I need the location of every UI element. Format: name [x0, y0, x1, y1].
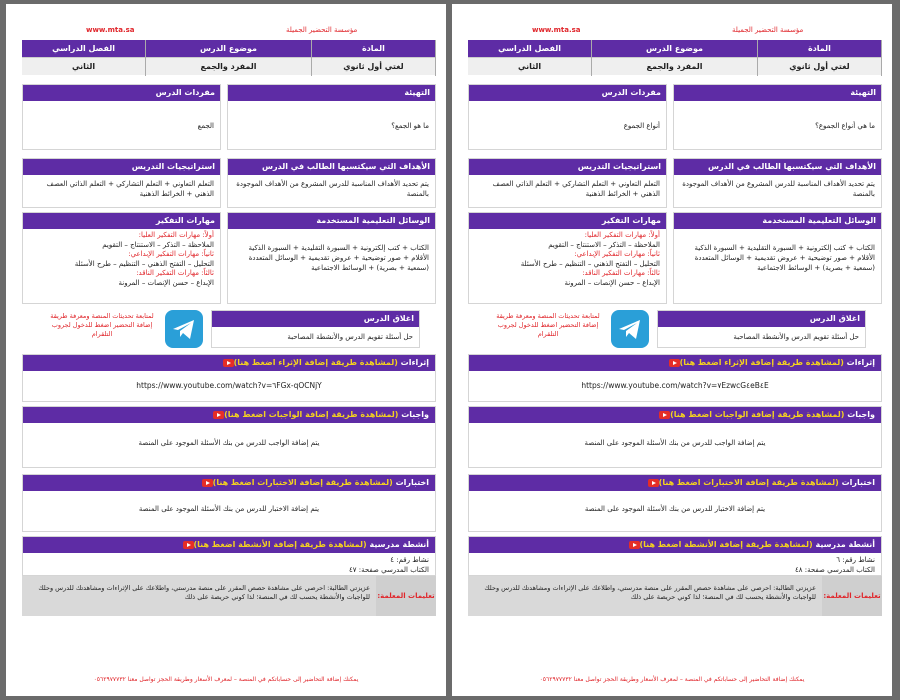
vocab-text: الجمع	[197, 122, 214, 130]
plan-page-left	[6, 4, 446, 696]
close-text: حل أسئلة تقويم الدرس والأنشطة المصاحبة	[287, 333, 413, 341]
thinking-head-2: ثانياً: مهارات التفكير الإبداعي:	[128, 250, 214, 258]
goals-title: الأهداف التي سيكتسبها الطالب في الدرس	[228, 159, 435, 175]
youtube-icon[interactable]	[669, 359, 680, 367]
book-label: الكتاب المدرسي صفحة:	[358, 566, 429, 574]
book-label: الكتاب المدرسي صفحة:	[804, 566, 875, 574]
intro-box	[673, 84, 882, 150]
org-name: مؤسسة التحضير الجميلة	[732, 26, 804, 34]
homework-title: واجبات	[401, 410, 429, 419]
tests-header[interactable]	[23, 475, 435, 491]
close-title: اغلاق الدرس	[212, 311, 419, 327]
header-table	[22, 40, 436, 76]
subject-header: المادة	[312, 40, 435, 57]
notes-label: تعليمات المعلمة:	[822, 576, 882, 616]
enrich-link[interactable]: (لمشاهدة طريقة إضافة الإثراء اضغط هنا)	[679, 358, 844, 367]
thinking-head-1: أولاً: مهارات التفكير العليا:	[138, 231, 214, 239]
strategies-title: استراتيجيات التدريس	[23, 159, 220, 175]
tests-section	[22, 474, 436, 532]
vocab-box	[22, 84, 221, 150]
top-line	[452, 26, 892, 38]
close-text: حل أسئلة تقويم الدرس والأنشطة المصاحبة	[733, 333, 859, 341]
telegram-icon[interactable]	[165, 310, 203, 348]
site-url[interactable]: www.mta.sa	[532, 26, 581, 34]
promo-text: لمتابعة تحديثات المنصة ومعرفة طريقة إضافة التحضير اضغط للدخول لجروب التلقرام	[496, 312, 600, 338]
intro-box	[227, 84, 436, 150]
goals-title: الأهداف التي سيكتسبها الطالب في الدرس	[674, 159, 881, 175]
youtube-icon[interactable]	[183, 541, 194, 549]
topic-header: موضوع الدرس	[146, 40, 311, 57]
thinking-title: مهارات التفكير	[23, 213, 220, 229]
close-box	[211, 310, 420, 348]
activities-link[interactable]: (لمشاهدة طريقة إضافة الأنشطة اضغط هنا)	[193, 540, 367, 549]
teacher-notes	[22, 576, 436, 616]
youtube-icon[interactable]	[213, 411, 224, 419]
vocab-text: أنواع الجموع	[623, 122, 660, 130]
subject-value: لغتي أول ثانوي	[312, 57, 435, 75]
enrich-link[interactable]: (لمشاهدة طريقة إضافة الإثراء اضغط هنا)	[233, 358, 398, 367]
subject-value: لغتي أول ثانوي	[758, 57, 881, 75]
tests-section	[468, 474, 882, 532]
homework-text: يتم إضافة الواجب للدرس من بنك الأسئلة الموجود على المنصة	[138, 439, 320, 447]
thinking-body-3: الإبداع – حسن الإنصات – المرونة	[118, 278, 214, 287]
goals-text: يتم تحديد الأهداف المناسبة للدرس المشروع من الأهداف الموجودة بالمنصة	[682, 180, 875, 198]
thinking-title: مهارات التفكير	[469, 213, 666, 229]
thinking-head-2: ثانياً: مهارات التفكير الإبداعي:	[574, 250, 660, 258]
thinking-head-3: ثالثاً: مهارات التفكير الناقد:	[582, 269, 660, 277]
goals-text: يتم تحديد الأهداف المناسبة للدرس المشروع من الأهداف الموجودة بالمنصة	[236, 180, 429, 198]
thinking-head-1: أولاً: مهارات التفكير العليا:	[584, 231, 660, 239]
strategies-text: التعلم التعاوني + التعلم التشاركي + التعلم الذاتي العصف الذهني + الخرائط الذهنية	[492, 180, 660, 198]
teacher-notes	[468, 576, 882, 616]
enrich-section	[22, 354, 436, 402]
homework-section	[22, 406, 436, 468]
close-title: اغلاق الدرس	[658, 311, 865, 327]
youtube-icon[interactable]	[659, 411, 670, 419]
homework-header[interactable]	[23, 407, 435, 423]
youtube-icon[interactable]	[223, 359, 234, 367]
footer-text: يمكنك إضافة التحاضير إلى حساباتكم في المنصة – لمعرف الأسعار وطريقة الحجز تواصل معنا ٠٥٦٢٩٧٧٧٣٢	[539, 676, 805, 683]
term-header: الفصل الدراسي	[468, 40, 591, 57]
strategies-box	[468, 158, 667, 208]
tests-link[interactable]: (لمشاهدة طريقة إضافة الاختبارات اضغط هنا)	[212, 478, 393, 487]
enrich-header[interactable]	[469, 355, 881, 371]
enrich-title: إثراءات	[846, 358, 875, 367]
activities-header[interactable]	[469, 537, 881, 553]
activities-title: أنشطة مدرسية	[369, 540, 429, 549]
top-line	[6, 26, 446, 38]
activity-number: ٦	[836, 556, 840, 564]
close-box	[657, 310, 866, 348]
activities-title: أنشطة مدرسية	[815, 540, 875, 549]
strategies-text: التعلم التعاوني + التعلم التشاركي + التعلم الذاتي العصف الذهني + الخرائط الذهنية	[46, 180, 214, 198]
enrich-url[interactable]: https://www.youtube.com/watch?v=٧EzwcG٤eB٤E	[581, 381, 769, 390]
intro-title: التهيئة	[228, 85, 435, 101]
strategies-title: استراتيجيات التدريس	[469, 159, 666, 175]
activity-number: ٤	[390, 556, 394, 564]
footer-text: يمكنك إضافة التحاضير إلى حساباتكم في المنصة – لمعرف الأسعار وطريقة الحجز تواصل معنا ٠٥٦٢٩٧٧٧٣٢	[93, 676, 359, 683]
book-page: ٤٨	[795, 566, 803, 574]
enrich-section	[468, 354, 882, 402]
tools-box	[227, 212, 436, 304]
homework-link[interactable]: (لمشاهدة طريقة إضافة الواجبات اضغط هنا)	[224, 410, 399, 419]
tools-title: الوسائل التعليمية المستخدمة	[674, 213, 881, 229]
strategies-box	[22, 158, 221, 208]
tests-text: يتم إضافة الاختبار للدرس من بنك الأسئلة الموجود على المنصة	[584, 505, 766, 513]
term-value: الثاني	[22, 57, 145, 75]
tests-text: يتم إضافة الاختبار للدرس من بنك الأسئلة الموجود على المنصة	[138, 505, 320, 513]
notes-text: عزيزتي الطالبة: احرصي على مشاهدة حصص المقرر على منصة مدرستي، واطلاعك على الإثراءات ومشاهدتك للدرس وحلك للواجبات والأنشطة يحسب لك في المنصة؛ لذا كوني حريصة على ذلك	[38, 584, 370, 601]
intro-text: ما هو الجمع؟	[391, 122, 429, 130]
thinking-body-2: التحليل – التفتح الذهني – التنظيم – طرح الأسئلة	[74, 259, 214, 268]
youtube-icon[interactable]	[629, 541, 640, 549]
notes-label: تعليمات المعلمة:	[376, 576, 436, 616]
plan-page-right	[452, 4, 892, 696]
youtube-icon[interactable]	[648, 479, 659, 487]
promo-text: لمتابعة تحديثات المنصة ومعرفة طريقة إضافة التحضير اضغط للدخول لجروب التلقرام	[50, 312, 154, 338]
activity-label: نشاط رقم:	[396, 556, 429, 564]
tools-text: الكتاب + كتب إلكترونية + السبورة التقليدية + السبورة الذكية الأقلام + صور توضيحية + عروض تقديمية + الوسائل المتعددة (سمعية + بصرية) + الوسائط الاجتماعية	[248, 244, 429, 272]
thinking-body-1: الملاحظة – التذكر – الاستنتاج – التقويم	[102, 240, 214, 249]
activity-label: نشاط رقم:	[842, 556, 875, 564]
telegram-icon[interactable]	[611, 310, 649, 348]
topic-value: المفرد والجمع	[146, 57, 311, 75]
vocab-title: مفردات الدرس	[469, 85, 666, 101]
notes-text: عزيزتي الطالبة: احرصي على مشاهدة حصص المقرر على منصة مدرستي، واطلاعك على الإثراءات ومشاهدتك للدرس وحلك للواجبات والأنشطة يحسب لك في المنصة؛ لذا كوني حريصة على ذلك	[484, 584, 816, 601]
org-name: مؤسسة التحضير الجميلة	[286, 26, 358, 34]
enrich-title: إثراءات	[400, 358, 429, 367]
homework-header[interactable]	[469, 407, 881, 423]
tools-text: الكتاب + كتب إلكترونية + السبورة التقليدية + السبورة الذكية الأقلام + صور توضيحية + عروض تقديمية + الوسائل المتعددة (سمعية + بصرية) + الوسائط الاجتماعية	[694, 244, 875, 272]
homework-title: واجبات	[847, 410, 875, 419]
tests-title: اختبارات	[841, 478, 875, 487]
intro-text: ما هي أنواع الجموع؟	[815, 122, 875, 130]
intro-title: التهيئة	[674, 85, 881, 101]
site-url[interactable]: www.mta.sa	[86, 26, 135, 34]
thinking-head-3: ثالثاً: مهارات التفكير الناقد:	[136, 269, 214, 277]
enrich-header[interactable]	[23, 355, 435, 371]
tests-link[interactable]: (لمشاهدة طريقة إضافة الاختبارات اضغط هنا)	[658, 478, 839, 487]
term-value: الثاني	[468, 57, 591, 75]
topic-header: موضوع الدرس	[592, 40, 757, 57]
activities-section	[468, 536, 882, 576]
subject-header: المادة	[758, 40, 881, 57]
header-table	[468, 40, 882, 76]
topic-value: المفرد والجمع	[592, 57, 757, 75]
activities-link[interactable]: (لمشاهدة طريقة إضافة الأنشطة اضغط هنا)	[639, 540, 813, 549]
thinking-body-3: الإبداع – حسن الإنصات – المرونة	[564, 278, 660, 287]
homework-link[interactable]: (لمشاهدة طريقة إضافة الواجبات اضغط هنا)	[670, 410, 845, 419]
vocab-title: مفردات الدرس	[23, 85, 220, 101]
tools-box	[673, 212, 882, 304]
homework-section	[468, 406, 882, 468]
goals-box	[227, 158, 436, 208]
enrich-url[interactable]: https://www.youtube.com/watch?v=٦FGx-qOCNjY	[136, 381, 322, 390]
tests-header[interactable]	[469, 475, 881, 491]
homework-text: يتم إضافة الواجب للدرس من بنك الأسئلة الموجود على المنصة	[584, 439, 766, 447]
tests-title: اختبارات	[395, 478, 429, 487]
thinking-body-2: التحليل – التفتح الذهني – التنظيم – طرح الأسئلة	[520, 259, 660, 268]
activities-section	[22, 536, 436, 576]
activities-header[interactable]	[23, 537, 435, 553]
thinking-box	[468, 212, 667, 304]
thinking-box	[22, 212, 221, 304]
tools-title: الوسائل التعليمية المستخدمة	[228, 213, 435, 229]
thinking-body-1: الملاحظة – التذكر – الاستنتاج – التقويم	[548, 240, 660, 249]
book-page: ٤٧	[349, 566, 357, 574]
vocab-box	[468, 84, 667, 150]
youtube-icon[interactable]	[202, 479, 213, 487]
goals-box	[673, 158, 882, 208]
term-header: الفصل الدراسي	[22, 40, 145, 57]
